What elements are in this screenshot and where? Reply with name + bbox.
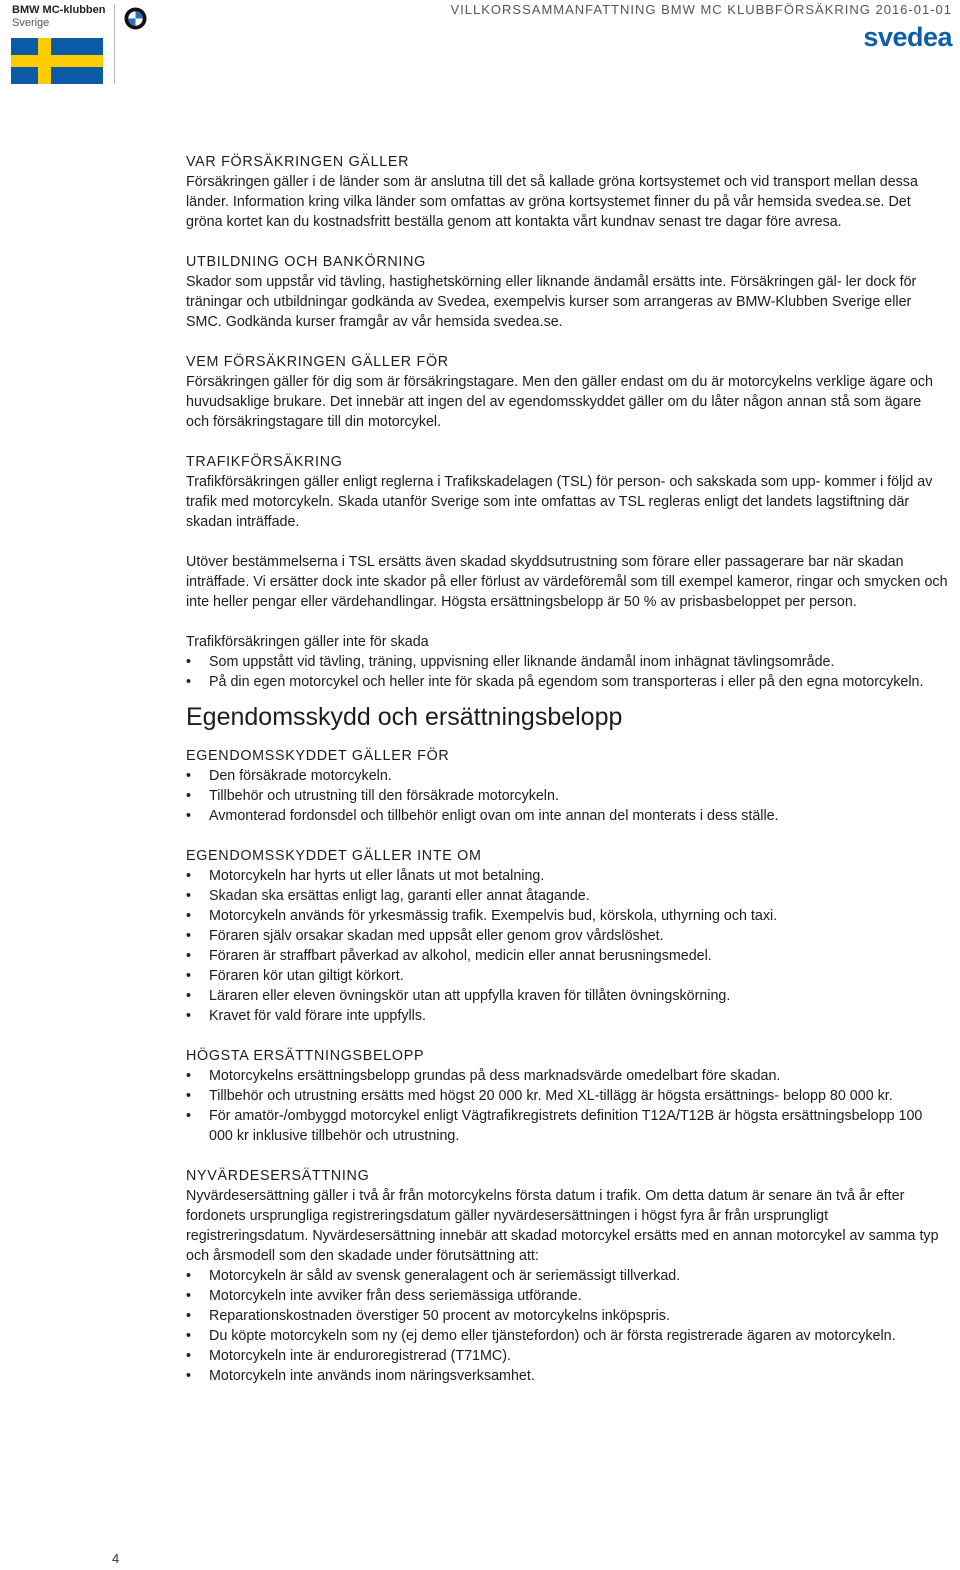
club-name: BMW MC-klubben	[12, 4, 106, 16]
document-title: VILLKORSSAMMANFATTNING BMW MC KLUBBFÖRSÄKRING 2016-01-01	[450, 2, 952, 17]
section-heading-egendom-inte: EGENDOMSSKYDDET GÄLLER INTE OM	[186, 848, 482, 864]
section-text-trafik-1: Trafikförsäkringen gäller enligt reglerna i Trafikskadelagen (TSL) för person- och sakskada som upp- kommer i följd av trafik med motorcykeln. Skada utanför Sverige som inte omfattas av TSL regleras enligt det landets lagstiftning där skadan inträffade.	[186, 474, 933, 530]
section-text-vem: Försäkringen gäller för dig som är försäkringstagare. Men den gäller endast om du är motorcykelns verklige ägare och huvudsaklige brukare. Det innebär att ingen del av egendomsskyddet gäller om du låter någon annan stå som ägare och försäkringstagare till din motorcykel.	[186, 374, 933, 430]
list-item: • Kravet för vald förare inte uppfylls.	[186, 1006, 948, 1026]
list-item: • Skadan ska ersättas enligt lag, garanti eller annat åtagande.	[186, 886, 948, 906]
list-item: • Föraren själv orsakar skadan med uppsåt eller genom grov vårdslöshet.	[186, 926, 948, 946]
section-heading-hogsta: HÖGSTA ERSÄTTNINGSBELOPP	[186, 1048, 425, 1064]
section-text-nyvarde: Nyvärdesersättning gäller i två år från motorcykelns första datum i trafik. Om detta datum är senare än två år efter fordonets ursprungliga registreringsdatum gäller nyvärdesersättningen i högst fyra år från ursprungligt registreringsdatum. Nyvärdesersättning innebär att skadad motorcykel ersätts med en annan motorcykel av samma typ och årsmodell som den skadade under förutsättning att:	[186, 1188, 939, 1264]
list-item: • Motorcykeln inte används inom näringsverksamhet.	[186, 1366, 948, 1386]
list-item: • Motorcykeln är såld av svensk generalagent och är seriemässigt tillverkad.	[186, 1266, 948, 1286]
hogsta-list	[186, 1066, 948, 1146]
section-heading-utbildning: UTBILDNING OCH BANKÖRNING	[186, 254, 426, 270]
section-heading-trafik: TRAFIKFÖRSÄKRING	[186, 454, 343, 470]
list-item: • Motorcykeln har hyrts ut eller lånats ut mot betalning.	[186, 866, 948, 886]
list-item: • Motorcykelns ersättningsbelopp grundas på dess marknadsvärde omedelbart före skadan.	[186, 1066, 948, 1086]
list-item: • För amatör-/ombyggd motorcykel enligt Vägtrafikregistrets definition T12A/T12B är högsta ersättningsbelopp 100 000 kr inklusive tillbehör och utrustning.	[186, 1106, 948, 1146]
list-item: • Den försäkrade motorcykeln.	[186, 766, 948, 786]
list-item: • På din egen motorcykel och heller inte för skada på egendom som transporteras i eller på den egna motorcykeln.	[186, 672, 948, 692]
egendom-for-list	[186, 766, 948, 826]
list-item: • Föraren kör utan giltigt körkort.	[186, 966, 948, 986]
list-item: • Motorcykeln inte är enduroregistrerad (T71MC).	[186, 1346, 948, 1366]
list-item: • Motorcykeln inte avviker från dess seriemässiga utförande.	[186, 1286, 948, 1306]
list-item: • Tillbehör och utrustning ersätts med högst 20 000 kr. Med XL-tillägg är högsta ersättnings- belopp 80 000 kr.	[186, 1086, 948, 1106]
bmw-logo-icon	[124, 7, 147, 30]
section-heading-vem: VEM FÖRSÄKRINGEN GÄLLER FÖR	[186, 354, 449, 370]
section-text-trafik-3: Trafikförsäkringen gäller inte för skada	[186, 634, 429, 650]
nyvarde-list	[186, 1266, 948, 1386]
page-number: 4	[112, 1551, 120, 1566]
club-brand	[12, 4, 105, 30]
list-item: • Tillbehör och utrustning till den försäkrade motorcykeln.	[186, 786, 948, 806]
trafik-exclusions-list	[186, 652, 948, 692]
list-item: • Reparationskostnaden överstiger 50 procent av motorcykelns inköpspris.	[186, 1306, 948, 1326]
section-text-var: Försäkringen gäller i de länder som är anslutna till det så kallade gröna kortsystemet och vid transport mellan dessa länder. Information kring vilka länder som omfattas av gröna kortsystemet finner du på vår hemsida svedea.se. Det gröna kortet kan du kostnadsfritt beställa genom att kontakta vårt kundnav senast tre dagar före avresa.	[186, 174, 918, 230]
document-body	[186, 152, 948, 1386]
list-item: • Läraren eller eleven övningskör utan att uppfylla kraven för tillåten övningskörning.	[186, 986, 948, 1006]
list-item: • Föraren är straffbart påverkad av alkohol, medicin eller annat berusningsmedel.	[186, 946, 948, 966]
svedea-logo: svedea	[863, 22, 952, 52]
section-text-utbildning: Skador som uppstår vid tävling, hastighetskörning eller liknande ändamål ersätts inte. Försäkringen gäl- ler dock för träningar och utbildningar godkända av Svedea, exempelvis kurser som arrangeras av BMW-Klubben Sverige eller SMC. Godkända kurser framgår av vår hemsida svedea.se.	[186, 274, 917, 330]
club-country: Sverige	[12, 17, 50, 29]
section-heading-var: VAR FÖRSÄKRINGEN GÄLLER	[186, 154, 410, 170]
list-item: • Avmonterad fordonsdel och tillbehör enligt ovan om inte annan del monterats i dess ställe.	[186, 806, 948, 826]
swedish-flag-icon	[11, 38, 103, 84]
header-divider	[114, 4, 115, 84]
section-heading-nyvarde: NYVÄRDESERSÄTTNING	[186, 1168, 370, 1184]
page-title: Egendomsskydd och ersättningsbelopp	[186, 703, 623, 731]
section-text-trafik-2: Utöver bestämmelserna i TSL ersätts även skadad skyddsutrustning som förare eller passagerare bar när skadan inträffade. Vi ersätter dock inte skador på eller förlust av värdeföremål som till exempel kameror, ringar och smycken och inte heller pengar eller värdehandlingar. Högsta ersättningsbelopp är 50 % av prisbasbeloppet per person.	[186, 554, 948, 610]
egendom-inte-list	[186, 866, 948, 1026]
list-item: • Som uppstått vid tävling, träning, uppvisning eller liknande ändamål inom inhägnat tävlingsområde.	[186, 652, 948, 672]
list-item: • Du köpte motorcykeln som ny (ej demo eller tjänstefordon) och är första registrerade ägaren av motorcykeln.	[186, 1326, 948, 1346]
list-item: • Motorcykeln används för yrkesmässig trafik. Exempelvis bud, körskola, uthyrning och taxi.	[186, 906, 948, 926]
section-heading-egendom-for: EGENDOMSSKYDDET GÄLLER FÖR	[186, 748, 450, 764]
